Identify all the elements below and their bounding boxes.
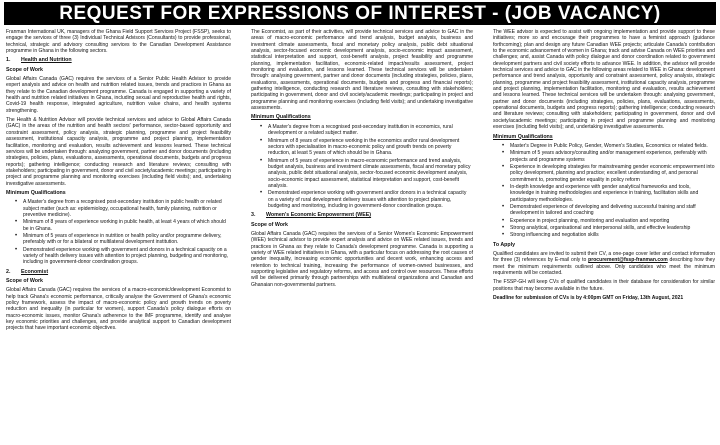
apply-text-post: describing how they meet the minimum requirements outlined above. Only candidates who meet the minimum requirements will be contacted.	[493, 257, 715, 277]
apply-paragraph	[493, 251, 715, 276]
health-qualifications-list	[6, 199, 231, 265]
health-scope-paragraph-1: Global Affairs Canada (GAC) requires the services of a Senior Public Health Advisor to provide expert analysis and advice on health and nutrition related issues, trends and practices in Ghana as they relate to the Canadian development programme. Canada is engaged in supporting a variety of health and nutrition related initiatives in Ghana, including sexual and reproductive health and rights, Covid-19 health response, integrated agriculture, nutrition value chains, and health systems strengthening.	[6, 76, 231, 114]
scope-heading: Scope of Work	[251, 221, 288, 228]
section-title: Minimum Qualifications	[493, 133, 553, 140]
scope-heading: Scope of Work	[6, 66, 43, 73]
deadline-text: Deadline for submission of CVs is by 4:00pm GMT on Friday, 13th August, 2021	[493, 295, 684, 302]
section-heading-wee	[251, 212, 473, 218]
list-item: • A Master's degree from a recognised post-secondary institution in public health or related subject matter (such as: epidemiology, occupational health, family planning, nutrition or preventive medicine).	[23, 199, 231, 218]
list-item: • In-depth knowledge and experience with gender analytical frameworks and tools, knowledge in training methodologies and experience in training, facilitation skills and participatory methodologies.	[510, 184, 715, 203]
section-heading-health	[6, 57, 231, 63]
list-item: • Experience in project planning, monitoring and evaluation and reporting	[510, 218, 715, 224]
section-heading-economist	[6, 269, 231, 275]
economist-qualifications-list	[251, 124, 473, 209]
database-paragraph: The FSSP-GH will keep CVs of qualified candidates in their database for consideration for similar positions that may become available in the future.	[493, 279, 715, 292]
section-number: 2.	[6, 268, 11, 275]
economist-scope-paragraph-1: Global Affairs Canada (GAC) requires the services of a macro-economic/development Economist to help track Ghana's economic performance, critically analyse the Government of Ghana's economic policy framework, assess the impact of macro-economic policy and growth trends on poverty reduction and inequality (in particular for women), support Canada's policy dialogue efforts on macro-economic issues, monitor Ghana's adherence to the IMF programme, identify and analyse key economic priorities and challenges, and provide analytical support to Canadian development projects that have important economic objectives.	[6, 287, 231, 332]
to-apply-heading: To Apply	[493, 241, 516, 248]
list-item: • Strong influencing and negotiation skills	[510, 232, 715, 238]
wee-scope-paragraph-1: Global Affairs Canada (GAC) requires the services of a Senior Women's Economic Empowerment (WEE) technical advisor to provide expert analysis and advice on WEE related issues, trends and practices in Ghana as they relate to Canada's development programme. Canada is supporting a variety of WEE related initiatives in Ghana, with a particular focus on addressing the root causes of gender inequality, increasing economic opportunities and decent work, enhancing access and retention to technical training, increasing the performance of women-owned businesses, and supporting legislative and regulatory reforms, and access and control over resources. These efforts will be delivered primarily through partnerships with multilateral organizations and Canadian and Ghanaian non-governmental partners.	[251, 230, 473, 288]
list-item: • Demonstrated experience working with government and/or donors in a technical capacity on a variety of rural development delivery issues with attention to project planning, budgeting and monitoring, including in government-donor coordination groups.	[268, 190, 473, 209]
section-number: 1.	[6, 57, 11, 64]
min-qualifications-heading: Minimum Qualifications	[6, 189, 66, 196]
column-left	[6, 29, 231, 443]
scope-heading: Scope of Work	[6, 278, 43, 285]
email-link[interactable]: procurement@fssp-franman.com	[588, 257, 668, 264]
section-title: Economist	[21, 268, 49, 275]
list-item: • Experience in developing strategies for mainstreaming gender economic empowerment into policy development, planning and practice; excellent understanding of, and personal commitment to, promoting gender equality in policy reform	[510, 164, 715, 183]
page-title: REQUEST FOR EXPRESSIONS OF INTEREST - (JOB VACANCY)	[4, 2, 716, 25]
section-number: 3.	[251, 212, 256, 219]
list-item: • Demonstrated experience of developing and delivering successful training and staff development in tailored and coaching	[510, 204, 715, 217]
list-item: • Minimum of 8 years of experience working in the economics and/or rural development sectors with specialisation in macro-economic policy and growth trends on poverty reduction, at least 5 years of which should be in Ghana.	[268, 138, 473, 157]
health-scope-paragraph-2: The Health & Nutrition Advisor will provide technical services and advice to Global Affairs Canada (GAC) in the areas of the nutrition and health sectors' performance, sector-based opportunity and constraint assessment, policy analysis, strategic planning, programme and project feasibility assessment, institutional capacity analysis, programme and project planning, implementation facilitation, monitoring and evaluation, results achievement and lessons learned. These technical services will be undertaken through: analyzing government, partner and donor documents (including strategies, policies, plans, evaluations, assessments, operational documents, budgets and progress reports); gathering intelligence; conducting research and literature reviews; consulting with stakeholders; participating in government, donor and civil society/academic meetings; participating in project and programme planning and monitoring exercises (including field visits); and, undertaking investigative assessments.	[6, 117, 231, 187]
column-right	[493, 29, 715, 443]
list-item: • Minimum of 5 years of experience in macro-economic performance and trend analysis, budget analysis, business and investment climate assessments, fiscal and monetary policy analysis, public debt situational analysis, sector-focused economic development analysis, socio-economic impact assessment, statistical interpretation and support, cost-benefit analysis.	[268, 158, 473, 190]
list-item: • Master's Degree in Public Policy, Gender, Women's Studies, Economics or related fields.	[510, 143, 715, 149]
economist-scope-paragraph-2: The Economist, as part of their activities, will provide technical services and advice to GAC in the areas of macro-economic performance and trend analysis, budget analysis, business and investment climate assessments, fiscal and monetary policy analysis, public debt situational analysis, sector-focused economic development analysis, socio-economic impact assessment, statistical interpretation and support, cost-benefit analysis, project feasibility and programme planning, implementation facilitation, economic-related impact/results assessment, project monitoring and evaluation, and lessons learned. These technical services will be undertaken through: analysing government, partner and donor documents (including strategies, policies, plans, evaluations, assessments, operational documents, budgets and progress and financial reports); gathering intelligence, conducting research and literature reviews, consulting with stakeholders; participating in government, donor and civil society/academic meetings; participating in project and programme planning and monitoring exercises (including field visits); and undertaking investigative assessments.	[251, 29, 473, 112]
wee-scope-paragraph-2: The WEE advisor is expected to assist with ongoing implementation and provide support to these initiatives; more so and encourage their programmes to have a feminist approach (guidance forthcoming); plan and design any future Canadian WEE projects; articulate Canada's contribution to the economic advancement of women in Ghana; track and advise Canada on WEE priorities and challenges; and, assist Canada with policy dialogue and donor coordination related to government development partners and civil society efforts to advance WEE. In addition, the advisor will provide technical services and advice to GAC in the following areas related to WEE in Ghana: development performance and trend analysis, opportunity and constraint assessment, policy analysis, strategic planning, programme and project feasibility assessment, institutional capacity analysis, programme and project planning, implementation facilitation, monitoring and evaluation, results achievement and lessons learned. These technical services will be undertaken through: analysing government, partner and donor documents (including strategies, policies, plans, evaluations, assessments, operational documents, budgets and progress reports); gathering intelligence; conducting research and literature reviews; consulting with stakeholders; participating in government, donor and civil society/academic meetings; participating in project and programme planning and monitoring exercises (including field visits); and, undertaking investigative assessments.	[493, 29, 715, 131]
apply-text-pre: Qualified candidates are invited to submit their CV, a one-page cover letter and contact information for three (3) references by E-mail only to	[493, 251, 715, 264]
list-item: • Minimum of 8 years of experience working in public health, at least 4 years of which should be in Ghana.	[23, 219, 231, 232]
min-qualifications-heading	[251, 114, 473, 120]
wee-qualifications-list	[493, 143, 715, 239]
list-item: • A Master's degree from a recognised post-secondary institution in economics, rural development or a related subject matter.	[268, 124, 473, 137]
list-item: • Demonstrated experience working with government and donors in a technical capacity on a variety of health delivery issues with attention to project planning, budgeting and monitoring, including in government-donor coordination groups.	[23, 247, 231, 266]
min-qualifications-heading	[493, 134, 715, 140]
section-title: Minimum Qualifications	[251, 114, 311, 121]
section-title: Health and Nutrition	[21, 57, 72, 64]
section-title: Women's Economic Empowerment (WEE)	[266, 212, 372, 219]
list-item: • Minimum of 5 years advisory/consulting and/or management experience, preferably with projects and programme systems	[510, 150, 715, 163]
intro-paragraph: Franman International UK, managers of the Ghana Field Support Services Project (FSSP), seeks to engage the services of three (3) Individual Technical Advisors (Consultants) to provide professional, technical, strategic and advisory consulting services to the Canadian Development Assistance programme in Ghana in the following sectors.	[6, 29, 231, 55]
list-item: • Minimum of 5 years of experience in nutrition or health policy and/or programme delivery, preferably with or for a bilateral or multilateral development institution.	[23, 233, 231, 246]
column-middle	[251, 29, 473, 443]
list-item: • Strong analytical, organisational and interpersonal skills, and effective leadership	[510, 225, 715, 231]
